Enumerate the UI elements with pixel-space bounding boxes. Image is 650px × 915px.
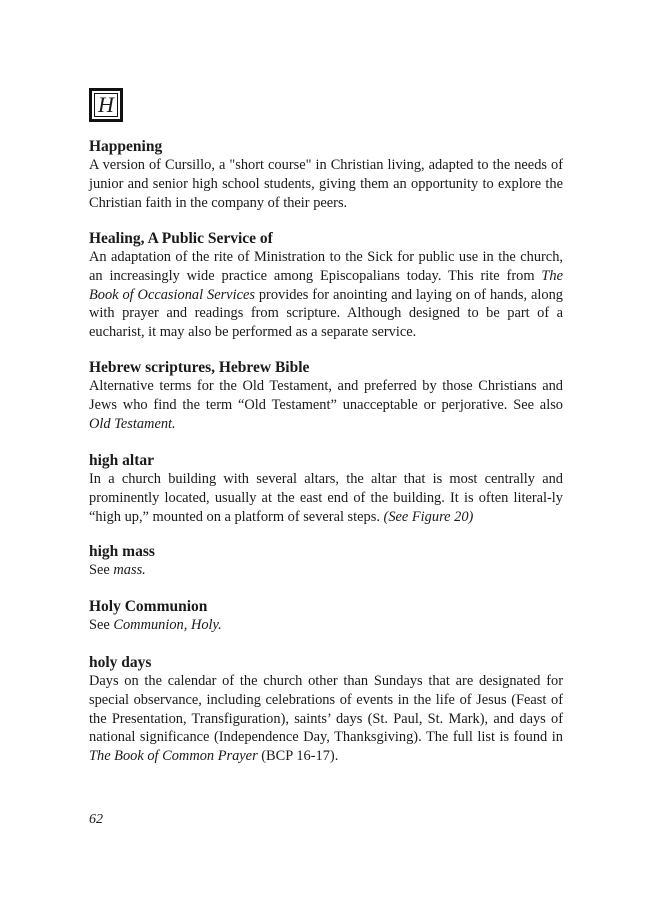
entry-definition (89, 616, 563, 635)
entry-holy-days (89, 653, 563, 766)
entry-definition (89, 470, 563, 526)
text-run: An adaptation of the rite of Ministration to the Sick for public use in the church, an increasingly wide practice among Episcopalians today. This rite from (89, 249, 563, 284)
entry-definition (89, 248, 563, 342)
italic-run: mass. (113, 562, 146, 578)
text-run: In a church building with several altars, the altar that is most centrally and prominently located, usually at the east end of the building. It is often literal-ly “high up,” mounted on a platform of several steps. (89, 471, 563, 525)
entry-happening (89, 137, 563, 212)
page-number: 62 (89, 812, 103, 827)
entry-term: high altar (89, 452, 155, 469)
entry-high-altar (89, 451, 563, 526)
entry-term: Holy Communion (89, 598, 208, 615)
entry-definition (89, 672, 563, 766)
entry-holy-communion (89, 597, 563, 635)
entry-definition (89, 377, 563, 433)
text-run: (BCP 16-17). (257, 748, 339, 765)
entry-definition (89, 156, 563, 212)
entry-high-mass (89, 542, 563, 580)
entry-term: Healing, A Public Service of (89, 230, 273, 247)
text-run: provides for anointing and laying on of hands, along with prayer and readings from scripture. Although designed to be part of a eucharist, it may also be performed as a separate service. (89, 286, 563, 341)
italic-run: (See Figure 20) (383, 508, 474, 525)
text-run: Days on the calendar of the church other than Sundays that are designated for special observance, including celebrations of events in the life of Jesus (Feast of the Presentation, Transfiguration), saints’ days (St. Paul, St. Mark), and days of national significance (Independence Day, Thanksgiving). The full list is found in (89, 673, 563, 746)
entry-term: holy days (89, 654, 152, 671)
entry-term: Hebrew scriptures, Hebrew Bible (89, 359, 310, 376)
entry-term: Happening (89, 138, 163, 155)
entry-definition (89, 561, 563, 580)
italic-run: Old Testament. (89, 415, 176, 432)
text-run: See (89, 562, 114, 578)
section-letter-box (89, 88, 123, 122)
text-run: A version of Cursillo, a "short course" in Christian living, adapted to the needs of junior and senior high school students, giving them an opportunity to explore the Christian faith in the company of their peers. (89, 157, 563, 211)
entry-hebrew-scriptures (89, 358, 563, 433)
entry-healing (89, 229, 563, 342)
text-run: See (89, 617, 114, 633)
italic-run: Communion, Holy. (113, 617, 222, 633)
entry-term: high mass (89, 543, 155, 560)
italic-run: The Book of Common Prayer (89, 748, 258, 765)
section-letter: H (94, 93, 118, 117)
text-run: Alternative terms for the Old Testament, and preferred by those Christians and Jews who find the term “Old Testament” unacceptable or perjorative. See also (89, 378, 563, 413)
italic-run: The Book of Occasional Services (89, 267, 563, 303)
